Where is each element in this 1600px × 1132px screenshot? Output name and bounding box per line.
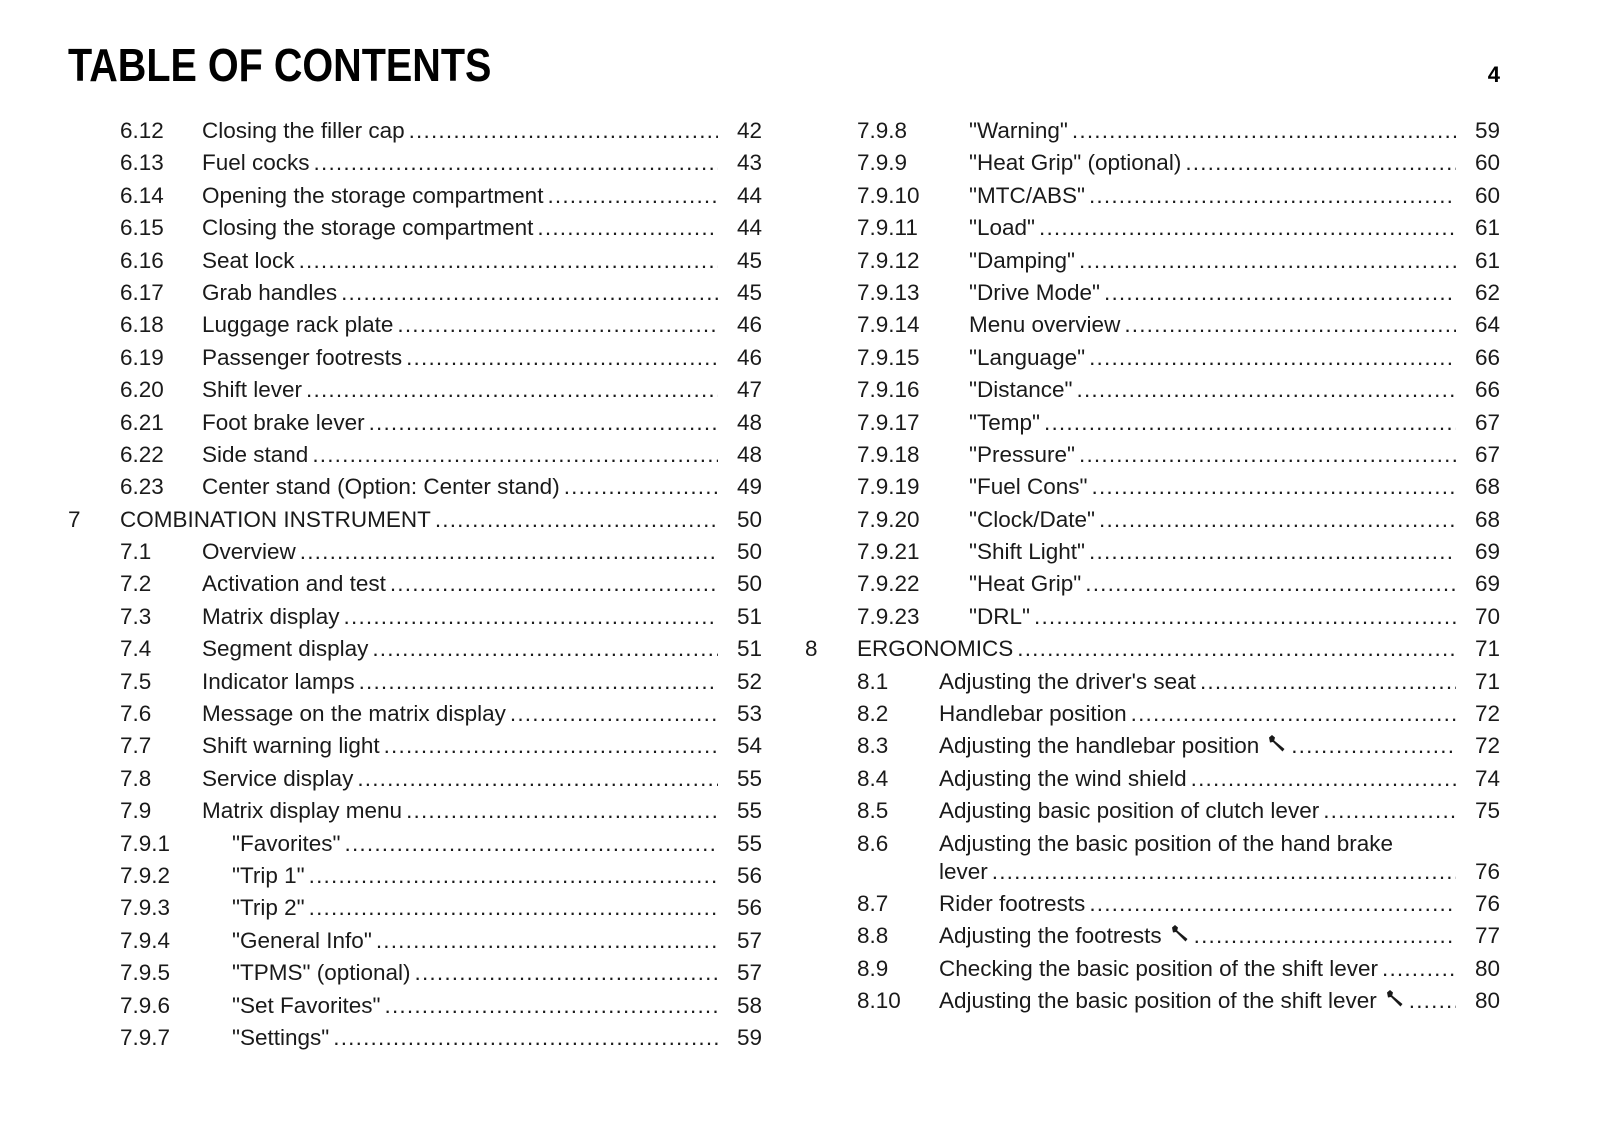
entry-title: Shift warning light bbox=[202, 733, 380, 759]
entry-number: 7.9.20 bbox=[857, 506, 920, 532]
toc-entry[interactable] bbox=[805, 568, 1500, 600]
entry-title: "Trip 2" bbox=[232, 895, 305, 921]
entry-number: 7.9.8 bbox=[857, 118, 908, 143]
entry-page: 55 bbox=[736, 798, 762, 824]
dot-leader bbox=[1089, 180, 1456, 212]
toc-entry[interactable] bbox=[805, 180, 1500, 212]
entry-title: Adjusting the handlebar position bbox=[939, 733, 1260, 759]
toc-entry[interactable] bbox=[805, 888, 1500, 920]
entry-title: "Warning" bbox=[969, 118, 1068, 143]
toc-entry[interactable] bbox=[68, 245, 762, 277]
page-title: TABLE OF CONTENTS bbox=[68, 39, 492, 91]
toc-entry[interactable] bbox=[68, 568, 762, 600]
entry-title: Closing the filler cap bbox=[202, 118, 405, 143]
entry-page: 74 bbox=[1474, 765, 1500, 791]
entry-title: Luggage rack plate bbox=[202, 312, 394, 338]
toc-entry[interactable] bbox=[68, 439, 762, 471]
toc-entry[interactable] bbox=[805, 536, 1500, 568]
entry-number: 7.9.12 bbox=[857, 247, 920, 273]
entry-title: "Fuel Cons" bbox=[969, 474, 1088, 500]
entry-number: 7.9.1 bbox=[120, 830, 171, 856]
dot-leader bbox=[309, 860, 718, 892]
entry-page: 68 bbox=[1474, 474, 1500, 500]
entry-number: 7.9.21 bbox=[857, 539, 920, 565]
entry-page: 64 bbox=[1474, 312, 1500, 338]
toc-entry[interactable] bbox=[805, 828, 1500, 888]
entry-title: Grab handles bbox=[202, 279, 338, 305]
dot-leader bbox=[1044, 407, 1456, 439]
entry-page: 42 bbox=[736, 118, 762, 143]
dot-leader bbox=[345, 828, 718, 860]
dot-leader bbox=[341, 277, 718, 309]
toc-entry[interactable] bbox=[805, 633, 1500, 665]
entry-page: 77 bbox=[1474, 923, 1500, 949]
entry-page: 76 bbox=[1474, 858, 1500, 884]
entry-page: 47 bbox=[736, 377, 762, 403]
dot-leader bbox=[1191, 763, 1456, 795]
entry-page: 44 bbox=[736, 215, 762, 241]
entry-number: 7.9.14 bbox=[857, 312, 920, 338]
dot-leader bbox=[1092, 471, 1456, 503]
entry-title: Side stand bbox=[202, 441, 309, 467]
dot-leader bbox=[299, 245, 718, 277]
dot-leader bbox=[1194, 920, 1456, 952]
entry-number: 8.10 bbox=[857, 988, 901, 1014]
toc-column-right bbox=[805, 115, 1500, 1018]
entry-page: 44 bbox=[736, 182, 762, 208]
entry-number: 7.9.22 bbox=[857, 571, 920, 597]
toc-entry[interactable] bbox=[68, 795, 762, 827]
dot-leader bbox=[1104, 277, 1456, 309]
toc-entry[interactable] bbox=[805, 795, 1500, 827]
entry-number: 6.12 bbox=[120, 118, 164, 143]
dot-leader bbox=[1124, 309, 1456, 341]
entry-page: 49 bbox=[736, 474, 762, 500]
dot-leader bbox=[415, 957, 718, 989]
toc-entry[interactable] bbox=[805, 374, 1500, 406]
entry-title-continued: lever bbox=[939, 858, 988, 884]
entry-number: 7.9.17 bbox=[857, 409, 920, 435]
toc-entry[interactable] bbox=[68, 601, 762, 633]
entry-title: "General Info" bbox=[232, 927, 372, 953]
entry-title: Activation and test bbox=[202, 571, 386, 597]
entry-page: 59 bbox=[736, 1024, 762, 1050]
toc-entry[interactable] bbox=[805, 277, 1500, 309]
dot-leader bbox=[1089, 342, 1456, 374]
dot-leader bbox=[992, 856, 1456, 888]
entry-number: 7.9.13 bbox=[857, 279, 920, 305]
entry-page: 80 bbox=[1474, 988, 1500, 1014]
dot-leader bbox=[1089, 536, 1456, 568]
entry-title: Indicator lamps bbox=[202, 668, 355, 694]
dot-leader bbox=[1409, 985, 1456, 1017]
entry-number: 7.9.15 bbox=[857, 344, 920, 370]
entry-number: 7.9.3 bbox=[120, 895, 171, 921]
entry-number: 7.9.10 bbox=[857, 182, 920, 208]
dot-leader bbox=[309, 892, 718, 924]
entry-page: 66 bbox=[1474, 377, 1500, 403]
entry-number: 7.4 bbox=[120, 636, 152, 662]
entry-page: 46 bbox=[736, 344, 762, 370]
toc-entry[interactable] bbox=[68, 536, 762, 568]
entry-number: 6.20 bbox=[120, 377, 164, 403]
dot-leader bbox=[1089, 888, 1456, 920]
dot-leader bbox=[1085, 568, 1456, 600]
dot-leader bbox=[369, 407, 718, 439]
entry-title: Overview bbox=[202, 539, 296, 565]
entry-title: Fuel cocks bbox=[202, 150, 310, 176]
entry-page: 72 bbox=[1474, 733, 1500, 759]
entry-page: 70 bbox=[1474, 603, 1500, 629]
entry-title: Menu overview bbox=[969, 312, 1121, 338]
entry-number: 7.6 bbox=[120, 701, 152, 727]
toc-entry[interactable] bbox=[68, 666, 762, 698]
entry-number: 8.2 bbox=[857, 701, 889, 727]
dot-leader bbox=[372, 633, 718, 665]
entry-page: 55 bbox=[736, 765, 762, 791]
entry-page: 68 bbox=[1474, 506, 1500, 532]
entry-number: 7.9.6 bbox=[120, 992, 171, 1018]
entry-page: 48 bbox=[736, 409, 762, 435]
entry-number: 7.7 bbox=[120, 733, 152, 759]
entry-title: Rider footrests bbox=[939, 890, 1086, 916]
dot-leader bbox=[314, 147, 718, 179]
dot-leader bbox=[306, 374, 718, 406]
toc-entry[interactable] bbox=[68, 471, 762, 503]
toc-entry[interactable] bbox=[68, 990, 762, 1022]
entry-page: 50 bbox=[736, 539, 762, 565]
dot-leader bbox=[537, 212, 718, 244]
entry-page: 50 bbox=[736, 571, 762, 597]
entry-title: "Shift Light" bbox=[969, 539, 1086, 565]
entry-page: 53 bbox=[736, 701, 762, 727]
entry-number: 7.9 bbox=[120, 798, 152, 824]
entry-number: 7.9.16 bbox=[857, 377, 920, 403]
toc-column-left bbox=[68, 115, 762, 1054]
entry-number: 8.6 bbox=[857, 830, 889, 856]
entry-title: "Drive Mode" bbox=[969, 279, 1101, 305]
entry-page: 75 bbox=[1474, 798, 1500, 824]
entry-title: ERGONOMICS bbox=[857, 636, 1014, 662]
dot-leader bbox=[1099, 504, 1456, 536]
entry-number: 7 bbox=[68, 506, 81, 532]
entry-number: 8.7 bbox=[857, 890, 889, 916]
entry-number: 7.8 bbox=[120, 765, 152, 791]
entry-number: 8.3 bbox=[857, 733, 889, 759]
dot-leader bbox=[344, 601, 718, 633]
entry-number: 7.9.5 bbox=[120, 960, 171, 986]
entry-page: 71 bbox=[1474, 668, 1500, 694]
entry-number: 6.22 bbox=[120, 441, 164, 467]
entry-number: 7.9.23 bbox=[857, 603, 920, 629]
entry-title: Foot brake lever bbox=[202, 409, 365, 435]
dot-leader bbox=[1072, 115, 1456, 147]
entry-number: 8 bbox=[805, 636, 818, 662]
entry-title: Adjusting basic position of clutch lever bbox=[939, 798, 1320, 824]
entry-title: "Language" bbox=[969, 344, 1086, 370]
toc-entry[interactable] bbox=[805, 504, 1500, 536]
entry-title: Passenger footrests bbox=[202, 344, 403, 370]
entry-number: 7.9.9 bbox=[857, 150, 908, 176]
toc-entry[interactable] bbox=[68, 115, 762, 147]
entry-page: 61 bbox=[1474, 247, 1500, 273]
entry-title: "MTC/ABS" bbox=[969, 182, 1085, 208]
entry-number: 8.1 bbox=[857, 668, 889, 694]
dot-leader bbox=[376, 925, 718, 957]
dot-leader bbox=[1034, 601, 1456, 633]
entry-title: "Favorites" bbox=[232, 830, 341, 856]
entry-title: "TPMS" (optional) bbox=[232, 960, 411, 986]
dot-leader bbox=[357, 763, 718, 795]
entry-number: 7.2 bbox=[120, 571, 152, 597]
entry-number: 7.9.7 bbox=[120, 1024, 171, 1050]
entry-title: Checking the basic position of the shift lever bbox=[939, 955, 1378, 981]
entry-title: "Damping" bbox=[969, 247, 1076, 273]
entry-title: Adjusting the basic position of the shift lever bbox=[939, 988, 1377, 1014]
entry-title: Message on the matrix display bbox=[202, 701, 506, 727]
entry-number: 7.5 bbox=[120, 668, 152, 694]
entry-number: 8.5 bbox=[857, 798, 889, 824]
entry-number: 6.23 bbox=[120, 474, 164, 500]
toc-entry[interactable] bbox=[805, 342, 1500, 374]
entry-page: 60 bbox=[1474, 182, 1500, 208]
entry-title: Segment display bbox=[202, 636, 369, 662]
entry-page: 80 bbox=[1474, 955, 1500, 981]
toc-entry[interactable] bbox=[68, 374, 762, 406]
toc-entry[interactable] bbox=[68, 763, 762, 795]
entry-title: "Heat Grip" (optional) bbox=[969, 150, 1182, 176]
toc-entry[interactable] bbox=[805, 439, 1500, 471]
entry-page: 45 bbox=[736, 279, 762, 305]
entry-number: 6.17 bbox=[120, 279, 164, 305]
toc-entry[interactable] bbox=[805, 698, 1500, 730]
toc-entry[interactable] bbox=[805, 985, 1500, 1017]
entry-title: COMBINATION INSTRUMENT bbox=[120, 506, 431, 532]
dot-leader bbox=[1077, 374, 1456, 406]
toc-entry[interactable] bbox=[68, 277, 762, 309]
entry-title: "DRL" bbox=[969, 603, 1030, 629]
wrench-icon bbox=[1385, 985, 1405, 1005]
toc-entry[interactable] bbox=[805, 763, 1500, 795]
dot-leader bbox=[1131, 698, 1456, 730]
toc-entry[interactable] bbox=[68, 892, 762, 924]
entry-page: 43 bbox=[736, 150, 762, 176]
entry-number: 7.9.4 bbox=[120, 927, 171, 953]
toc-entry[interactable] bbox=[805, 730, 1500, 762]
entry-number: 6.21 bbox=[120, 409, 164, 435]
dot-leader bbox=[390, 568, 718, 600]
entry-title: Matrix display menu bbox=[202, 798, 403, 824]
entry-title: Adjusting the footrests bbox=[939, 923, 1162, 949]
entry-number: 7.9.19 bbox=[857, 474, 920, 500]
toc-entry[interactable] bbox=[68, 860, 762, 892]
entry-page: 66 bbox=[1474, 344, 1500, 370]
toc-entry[interactable] bbox=[68, 504, 762, 536]
entry-page: 67 bbox=[1474, 441, 1500, 467]
entry-title: "Pressure" bbox=[969, 441, 1076, 467]
entry-page: 56 bbox=[736, 862, 762, 888]
dot-leader bbox=[564, 471, 718, 503]
entry-page: 57 bbox=[736, 960, 762, 986]
dot-leader bbox=[409, 115, 718, 147]
entry-title: Adjusting the driver's seat bbox=[939, 668, 1196, 694]
entry-title: Center stand (Option: Center stand) bbox=[202, 474, 560, 500]
dot-leader bbox=[333, 1022, 718, 1054]
wrench-icon bbox=[1267, 730, 1287, 750]
entry-title: Adjusting the wind shield bbox=[939, 765, 1187, 791]
dot-leader bbox=[1382, 953, 1456, 985]
dot-leader bbox=[397, 309, 718, 341]
entry-title: Handlebar position bbox=[939, 701, 1127, 727]
toc-entry[interactable] bbox=[805, 212, 1500, 244]
toc-entry[interactable] bbox=[805, 471, 1500, 503]
entry-title: Opening the storage compartment bbox=[202, 182, 544, 208]
dot-leader bbox=[312, 439, 718, 471]
dot-leader bbox=[1185, 147, 1456, 179]
entry-page: 50 bbox=[736, 506, 762, 532]
entry-number: 8.8 bbox=[857, 923, 889, 949]
entry-title: Shift lever bbox=[202, 377, 303, 403]
entry-title: "Set Favorites" bbox=[232, 992, 381, 1018]
dot-leader bbox=[1039, 212, 1456, 244]
entry-page: 45 bbox=[736, 247, 762, 273]
entry-title: "Temp" bbox=[969, 409, 1040, 435]
toc-entry[interactable] bbox=[68, 698, 762, 730]
entry-page: 52 bbox=[736, 668, 762, 694]
dot-leader bbox=[384, 730, 718, 762]
toc-entry[interactable] bbox=[68, 957, 762, 989]
entry-number: 7.9.11 bbox=[857, 215, 918, 241]
entry-title: "Clock/Date" bbox=[969, 506, 1096, 532]
entry-page: 61 bbox=[1474, 215, 1500, 241]
entry-title: "Trip 1" bbox=[232, 862, 305, 888]
entry-title: "Distance" bbox=[969, 377, 1073, 403]
entry-number: 6.19 bbox=[120, 344, 164, 370]
toc-entry[interactable] bbox=[805, 147, 1500, 179]
toc-entry[interactable] bbox=[68, 407, 762, 439]
entry-page: 57 bbox=[736, 927, 762, 953]
entry-page: 59 bbox=[1474, 118, 1500, 143]
entry-number: 6.14 bbox=[120, 182, 164, 208]
toc-entry[interactable] bbox=[805, 666, 1500, 698]
entry-number: 6.13 bbox=[120, 150, 164, 176]
entry-page: 58 bbox=[736, 992, 762, 1018]
entry-page: 76 bbox=[1474, 890, 1500, 916]
dot-leader bbox=[547, 180, 718, 212]
entry-number: 7.1 bbox=[120, 539, 152, 565]
dot-leader bbox=[510, 698, 718, 730]
entry-number: 8.9 bbox=[857, 955, 889, 981]
toc-entry[interactable] bbox=[805, 115, 1500, 147]
dot-leader bbox=[1079, 439, 1456, 471]
entry-title: Seat lock bbox=[202, 247, 295, 273]
toc-entry[interactable] bbox=[805, 309, 1500, 341]
dot-leader bbox=[385, 990, 718, 1022]
toc-entry[interactable] bbox=[68, 342, 762, 374]
entry-title: Adjusting the basic position of the hand brake bbox=[939, 830, 1394, 856]
entry-number: 6.15 bbox=[120, 215, 164, 241]
entry-page: 46 bbox=[736, 312, 762, 338]
entry-page: 48 bbox=[736, 441, 762, 467]
toc-entry[interactable] bbox=[68, 147, 762, 179]
toc-entry[interactable] bbox=[805, 920, 1500, 952]
toc-entry[interactable] bbox=[68, 309, 762, 341]
entry-page: 51 bbox=[736, 603, 762, 629]
entry-number: 7.9.18 bbox=[857, 441, 920, 467]
toc-entry[interactable] bbox=[68, 730, 762, 762]
entry-page: 69 bbox=[1474, 571, 1500, 597]
entry-page: 67 bbox=[1474, 409, 1500, 435]
page-number: 4 bbox=[1487, 62, 1500, 87]
dot-leader bbox=[1017, 633, 1456, 665]
entry-number: 7.9.2 bbox=[120, 862, 171, 888]
entry-title: Matrix display bbox=[202, 603, 340, 629]
entry-number: 8.4 bbox=[857, 765, 889, 791]
toc-entry[interactable] bbox=[805, 407, 1500, 439]
toc-entry[interactable] bbox=[805, 245, 1500, 277]
entry-page: 71 bbox=[1474, 636, 1500, 662]
entry-number: 6.16 bbox=[120, 247, 164, 273]
entry-page: 56 bbox=[736, 895, 762, 921]
dot-leader bbox=[1323, 795, 1456, 827]
entry-page: 60 bbox=[1474, 150, 1500, 176]
dot-leader bbox=[406, 795, 718, 827]
dot-leader bbox=[300, 536, 718, 568]
entry-title: Closing the storage compartment bbox=[202, 215, 534, 241]
toc-entry[interactable] bbox=[68, 1022, 762, 1054]
entry-number: 7.3 bbox=[120, 603, 152, 629]
toc-entry[interactable] bbox=[68, 828, 762, 860]
dot-leader bbox=[1291, 730, 1456, 762]
entry-page: 62 bbox=[1474, 279, 1500, 305]
entry-page: 55 bbox=[736, 830, 762, 856]
entry-page: 69 bbox=[1474, 539, 1500, 565]
entry-title: "Heat Grip" bbox=[969, 571, 1082, 597]
toc-entry[interactable] bbox=[805, 953, 1500, 985]
dot-leader bbox=[1079, 245, 1456, 277]
entry-title: "Load" bbox=[969, 215, 1036, 241]
entry-title: Service display bbox=[202, 765, 354, 791]
toc-entry[interactable] bbox=[805, 601, 1500, 633]
dot-leader bbox=[435, 504, 718, 536]
entry-page: 54 bbox=[736, 733, 762, 759]
dot-leader bbox=[359, 666, 718, 698]
wrench-icon bbox=[1170, 920, 1190, 940]
dot-leader bbox=[406, 342, 718, 374]
entry-page: 72 bbox=[1474, 701, 1500, 727]
toc-entry[interactable] bbox=[68, 925, 762, 957]
dot-leader bbox=[1200, 666, 1456, 698]
toc-entry[interactable] bbox=[68, 180, 762, 212]
entry-page: 51 bbox=[736, 636, 762, 662]
toc-entry[interactable] bbox=[68, 633, 762, 665]
entry-number: 6.18 bbox=[120, 312, 164, 338]
toc-entry[interactable] bbox=[68, 212, 762, 244]
entry-title: "Settings" bbox=[232, 1024, 330, 1050]
